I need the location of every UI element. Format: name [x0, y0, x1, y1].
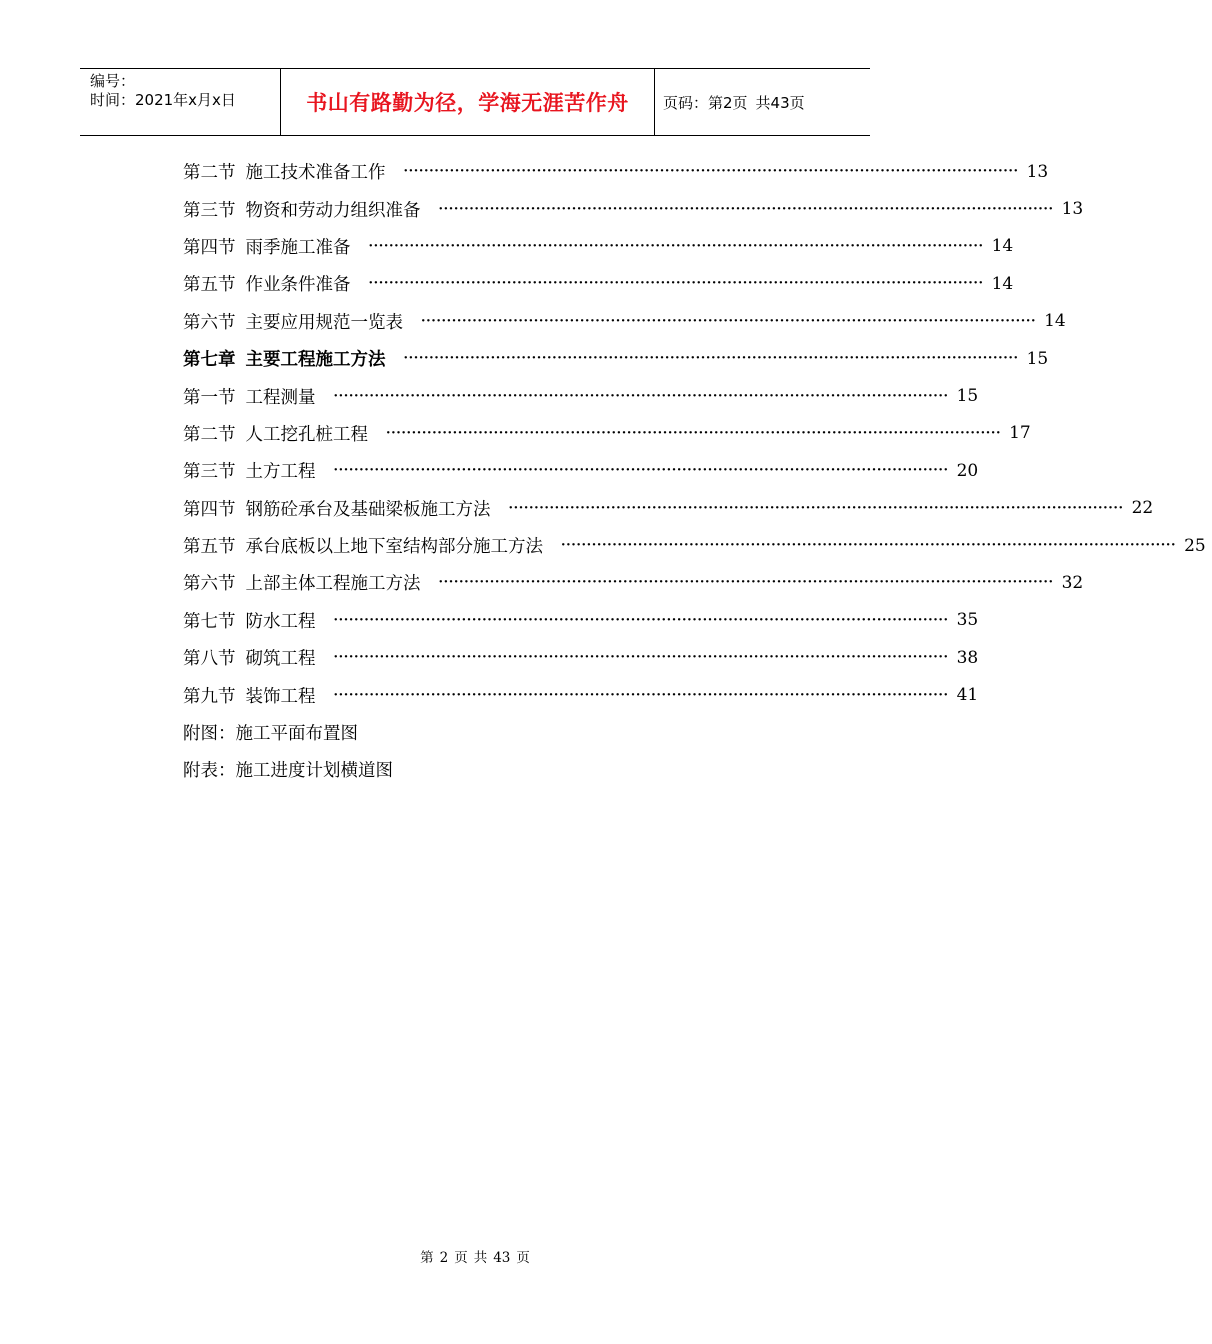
toc-entry-label	[183, 533, 543, 558]
toc-entry-title: 作业条件准备	[245, 275, 351, 296]
toc-entry-number: 第六节	[183, 574, 236, 595]
toc-entry-number: 第五节	[183, 275, 236, 296]
toc-appendix-title: 附表：施工进度计划横道图	[183, 761, 393, 782]
toc-dot-leader: ························································································································	[438, 575, 1054, 591]
header-meta	[80, 69, 281, 135]
page-footer	[0, 1246, 950, 1266]
footer-page-number: 2	[439, 1250, 449, 1266]
toc-section-entry[interactable]	[183, 602, 979, 639]
toc-section-entry[interactable]	[183, 415, 1031, 452]
toc-dot-leader: ························································································································	[403, 351, 1019, 367]
page-header	[80, 68, 870, 136]
toc-entry-title: 施工技术准备工作	[245, 163, 386, 184]
toc-entry-number: 第三节	[183, 200, 236, 221]
toc-entry-label	[183, 197, 421, 222]
toc-appendix-title: 附图：施工平面布置图	[183, 724, 358, 745]
toc-entry-label	[183, 159, 386, 184]
toc-dot-leader: ························································································································	[333, 463, 949, 479]
footer-total-prefix: 共	[473, 1250, 488, 1266]
toc-entry-title: 承台底板以上地下室结构部分施工方法	[245, 537, 543, 558]
toc-dot-leader: ························································································································	[368, 238, 984, 254]
toc-entry-page: 20	[956, 460, 979, 481]
toc-entry-title: 防水工程	[245, 611, 316, 632]
header-page-label: 页码：第2页	[663, 93, 748, 112]
toc-entry-title: 人工挖孔桩工程	[245, 424, 368, 445]
toc-section-entry[interactable]	[183, 303, 1066, 340]
toc-entry-page: 14	[991, 273, 1014, 294]
toc-section-entry[interactable]	[183, 639, 979, 676]
toc-section-entry[interactable]	[183, 377, 979, 414]
toc-entry-label	[183, 271, 351, 296]
toc-entry-label	[183, 570, 421, 595]
toc-entry-number: 第七章	[183, 350, 236, 371]
toc-entry-title: 主要工程施工方法	[245, 350, 386, 371]
header-page-info	[655, 69, 870, 135]
footer-prefix: 第	[420, 1250, 434, 1266]
toc-entry-title: 物资和劳动力组织准备	[245, 200, 421, 221]
toc-dot-leader: ························································································································	[333, 687, 949, 703]
toc-entry-number: 第四节	[183, 237, 236, 258]
toc-entry-number: 第九节	[183, 686, 236, 707]
toc-entry-page: 38	[956, 647, 979, 668]
toc-entry-number: 第五节	[183, 537, 236, 558]
toc-entry-label	[183, 458, 316, 483]
footer-total-unit: 页	[516, 1250, 530, 1266]
toc-entry-title: 上部主体工程施工方法	[245, 574, 421, 595]
toc-entry-number: 第一节	[183, 387, 236, 408]
toc-entry-number: 第六节	[183, 312, 236, 333]
toc-entry-page: 13	[1026, 161, 1049, 182]
toc-dot-leader: ························································································································	[403, 164, 1019, 180]
toc-entry-label	[183, 234, 351, 259]
toc-section-entry[interactable]	[183, 153, 1049, 190]
toc-entry-number: 第四节	[183, 499, 236, 520]
footer-page-unit: 页	[454, 1250, 468, 1266]
toc-entry-label	[183, 309, 403, 334]
toc-entry-label	[183, 346, 386, 371]
toc-entry-number: 第三节	[183, 462, 236, 483]
toc-dot-leader: ························································································································	[333, 388, 949, 404]
toc-entry-label	[183, 496, 491, 521]
toc-entry-page: 14	[991, 236, 1014, 257]
toc-entry-title: 主要应用规范一览表	[245, 312, 403, 333]
toc-entry-page: 35	[956, 610, 979, 631]
toc-entry-title: 砌筑工程	[245, 649, 316, 670]
toc-entry-label	[183, 645, 316, 670]
document-number-label: 编号：	[90, 72, 136, 90]
header-motto: 书山有路勤为径，学海无涯苦作舟	[281, 69, 655, 135]
toc-entry-page: 13	[1061, 199, 1084, 220]
toc-entry-page: 17	[1009, 423, 1031, 444]
footer-total-pages: 43	[493, 1250, 511, 1266]
toc-entry-title: 工程测量	[245, 387, 316, 408]
toc-section-entry[interactable]	[183, 676, 979, 713]
toc-dot-leader: ························································································································	[333, 650, 949, 666]
toc-entry-page: 41	[956, 685, 979, 706]
toc-entry-page: 32	[1061, 572, 1084, 593]
toc-section-entry[interactable]	[183, 265, 1014, 302]
toc-entry-number: 第七节	[183, 611, 236, 632]
toc-dot-leader: ························································································································	[508, 500, 1124, 516]
toc-entry-label	[183, 384, 316, 409]
toc-dot-leader: ························································································································	[386, 425, 1002, 441]
toc-dot-leader: ························································································································	[421, 313, 1037, 329]
table-of-contents	[183, 153, 1206, 789]
toc-entry-page: 22	[1131, 498, 1154, 519]
toc-section-entry[interactable]	[183, 527, 1206, 564]
toc-entry-number: 第二节	[183, 163, 236, 184]
toc-dot-leader: ························································································································	[333, 612, 949, 628]
toc-chapter-entry[interactable]	[183, 340, 1049, 377]
toc-entry-title: 雨季施工准备	[245, 237, 351, 258]
toc-entry-page: 14	[1044, 311, 1066, 332]
toc-section-entry[interactable]	[183, 228, 1014, 265]
toc-entry-label	[183, 683, 316, 708]
toc-section-entry[interactable]	[183, 190, 1084, 227]
toc-entry-title: 装饰工程	[245, 686, 316, 707]
toc-dot-leader: ························································································································	[561, 538, 1177, 554]
toc-section-entry[interactable]	[183, 452, 979, 489]
toc-entry-title: 土方工程	[245, 462, 316, 483]
toc-entry-number: 第二节	[183, 424, 236, 445]
toc-entry-page: 25	[1184, 535, 1206, 556]
toc-entry-title: 钢筋砼承台及基础梁板施工方法	[245, 499, 491, 520]
toc-dot-leader: ························································································································	[438, 201, 1054, 217]
toc-entry-label	[183, 421, 368, 446]
toc-section-entry[interactable]	[183, 490, 1154, 527]
toc-entry-page: 15	[956, 386, 979, 407]
toc-appendix-entry[interactable]	[183, 714, 793, 751]
toc-section-entry[interactable]	[183, 564, 1084, 601]
toc-entry-page: 15	[1026, 348, 1049, 369]
document-time-label: 时间：2021年x月x日	[90, 91, 236, 109]
toc-entry-label	[183, 608, 316, 633]
header-total-label: 共43页	[755, 93, 805, 112]
toc-appendix-entry[interactable]	[183, 751, 793, 788]
toc-entry-number: 第八节	[183, 649, 236, 670]
toc-dot-leader: ························································································································	[368, 276, 984, 292]
